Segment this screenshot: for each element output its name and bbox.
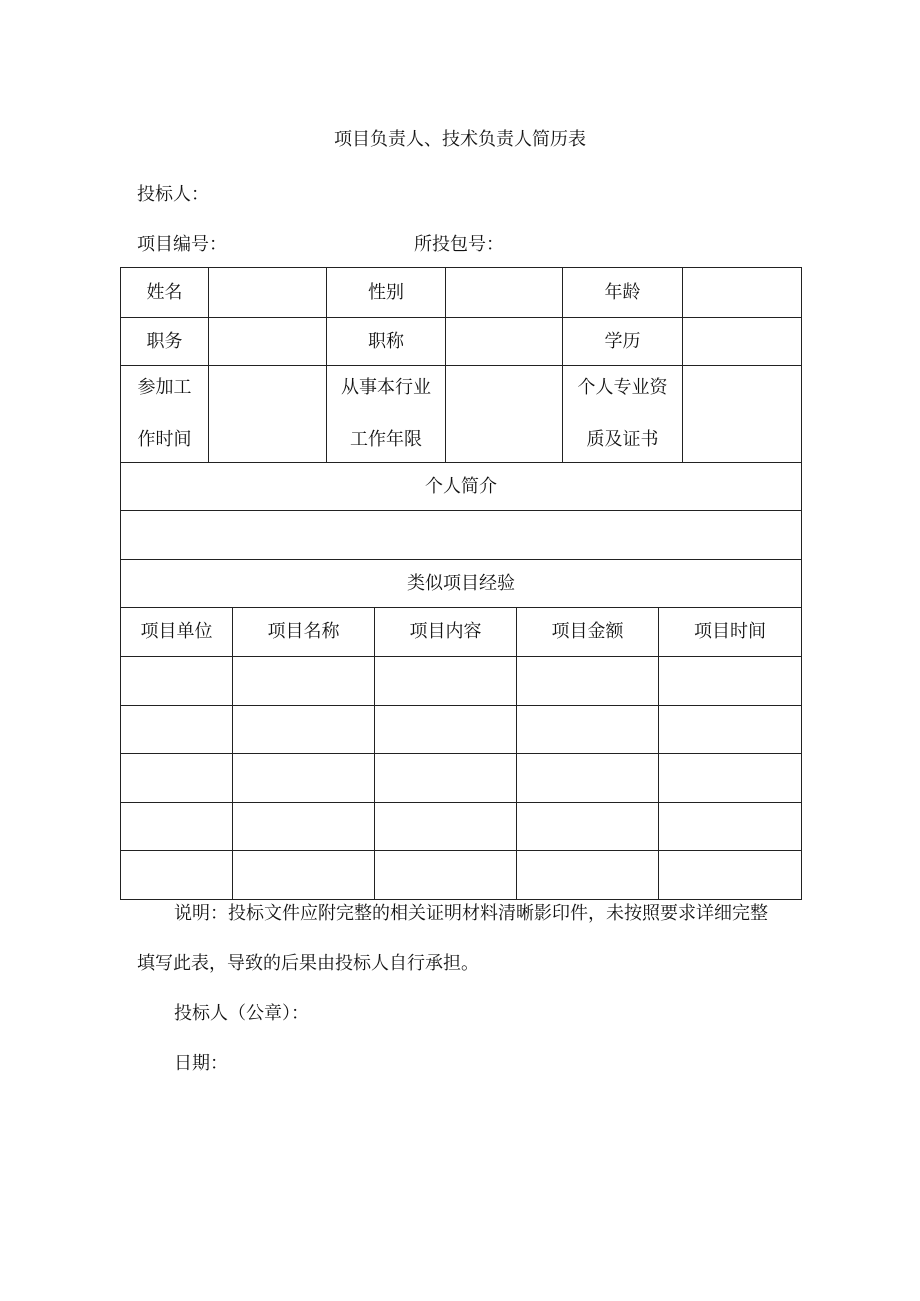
table-row	[121, 803, 802, 851]
table-cell[interactable]	[659, 803, 802, 851]
table-cell[interactable]	[233, 803, 375, 851]
table-cell[interactable]	[517, 851, 659, 900]
table-cell[interactable]	[121, 851, 233, 900]
package-number-label: 所投包号：	[414, 234, 504, 255]
experience-header: 类似项目经验	[121, 560, 802, 608]
qualification-label-line2: 质及证书	[586, 429, 659, 450]
table-cell[interactable]	[375, 851, 517, 900]
table-cell[interactable]	[517, 803, 659, 851]
table-cell[interactable]	[121, 657, 233, 706]
table-cell[interactable]	[517, 657, 659, 706]
table-cell[interactable]	[233, 754, 375, 803]
profile-header: 个人简介	[121, 463, 802, 511]
name-label: 姓名	[121, 268, 209, 318]
industry-years-value-cell[interactable]	[446, 366, 563, 463]
col-project-time: 项目时间	[659, 608, 802, 657]
table-cell[interactable]	[659, 706, 802, 754]
note-text-line1: 说明：投标文件应附完整的相关证明材料清晰影印件，未按照要求详细完整	[174, 903, 768, 924]
table-cell[interactable]	[233, 851, 375, 900]
project-number-label: 项目编号：	[137, 234, 227, 255]
table-cell[interactable]	[233, 706, 375, 754]
gender-label: 性别	[327, 268, 446, 318]
work-start-label-line1: 参加工	[137, 377, 192, 398]
qualification-label	[563, 366, 683, 463]
table-cell[interactable]	[121, 706, 233, 754]
industry-years-label-line1: 从事本行业	[341, 377, 431, 398]
table-cell[interactable]	[121, 754, 233, 803]
qualification-value-cell[interactable]	[683, 366, 802, 463]
table-cell[interactable]	[517, 754, 659, 803]
work-start-value-cell[interactable]	[209, 366, 327, 463]
table-cell[interactable]	[659, 754, 802, 803]
page-title: 项目负责人、技术负责人简历表	[334, 129, 586, 150]
bidder-label: 投标人：	[137, 184, 209, 205]
position-value-cell[interactable]	[209, 318, 327, 366]
note-text-line2: 填写此表，导致的后果由投标人自行承担。	[137, 953, 479, 974]
education-label: 学历	[563, 318, 683, 366]
col-project-name: 项目名称	[233, 608, 375, 657]
table-cell[interactable]	[375, 754, 517, 803]
col-project-amount: 项目金额	[517, 608, 659, 657]
education-value-cell[interactable]	[683, 318, 802, 366]
name-value-cell[interactable]	[209, 268, 327, 318]
table-row	[121, 706, 802, 754]
table-cell[interactable]	[659, 851, 802, 900]
table-cell[interactable]	[375, 803, 517, 851]
work-start-label	[121, 366, 209, 463]
table-cell[interactable]	[659, 657, 802, 706]
col-project-unit: 项目单位	[121, 608, 233, 657]
table-cell[interactable]	[375, 706, 517, 754]
profile-content-cell[interactable]	[121, 511, 802, 560]
experience-table	[120, 607, 802, 900]
table-cell[interactable]	[375, 657, 517, 706]
age-label: 年龄	[563, 268, 683, 318]
position-label: 职务	[121, 318, 209, 366]
date-label: 日期：	[174, 1053, 228, 1074]
age-value-cell[interactable]	[683, 268, 802, 318]
industry-years-label	[327, 366, 446, 463]
table-cell[interactable]	[517, 706, 659, 754]
industry-years-label-line2: 工作年限	[350, 429, 422, 450]
resume-info-table	[120, 267, 802, 608]
title-rank-label: 职称	[327, 318, 446, 366]
title-rank-value-cell[interactable]	[446, 318, 563, 366]
table-cell[interactable]	[121, 803, 233, 851]
table-row	[121, 851, 802, 900]
table-cell[interactable]	[233, 657, 375, 706]
qualification-label-line1: 个人专业资	[577, 377, 668, 398]
bidder-seal-label: 投标人（公章）：	[174, 1003, 309, 1024]
gender-value-cell[interactable]	[446, 268, 563, 318]
experience-header-row	[121, 608, 802, 657]
table-row	[121, 657, 802, 706]
col-project-content: 项目内容	[375, 608, 517, 657]
table-row	[121, 754, 802, 803]
work-start-label-line2: 作时间	[137, 429, 192, 450]
